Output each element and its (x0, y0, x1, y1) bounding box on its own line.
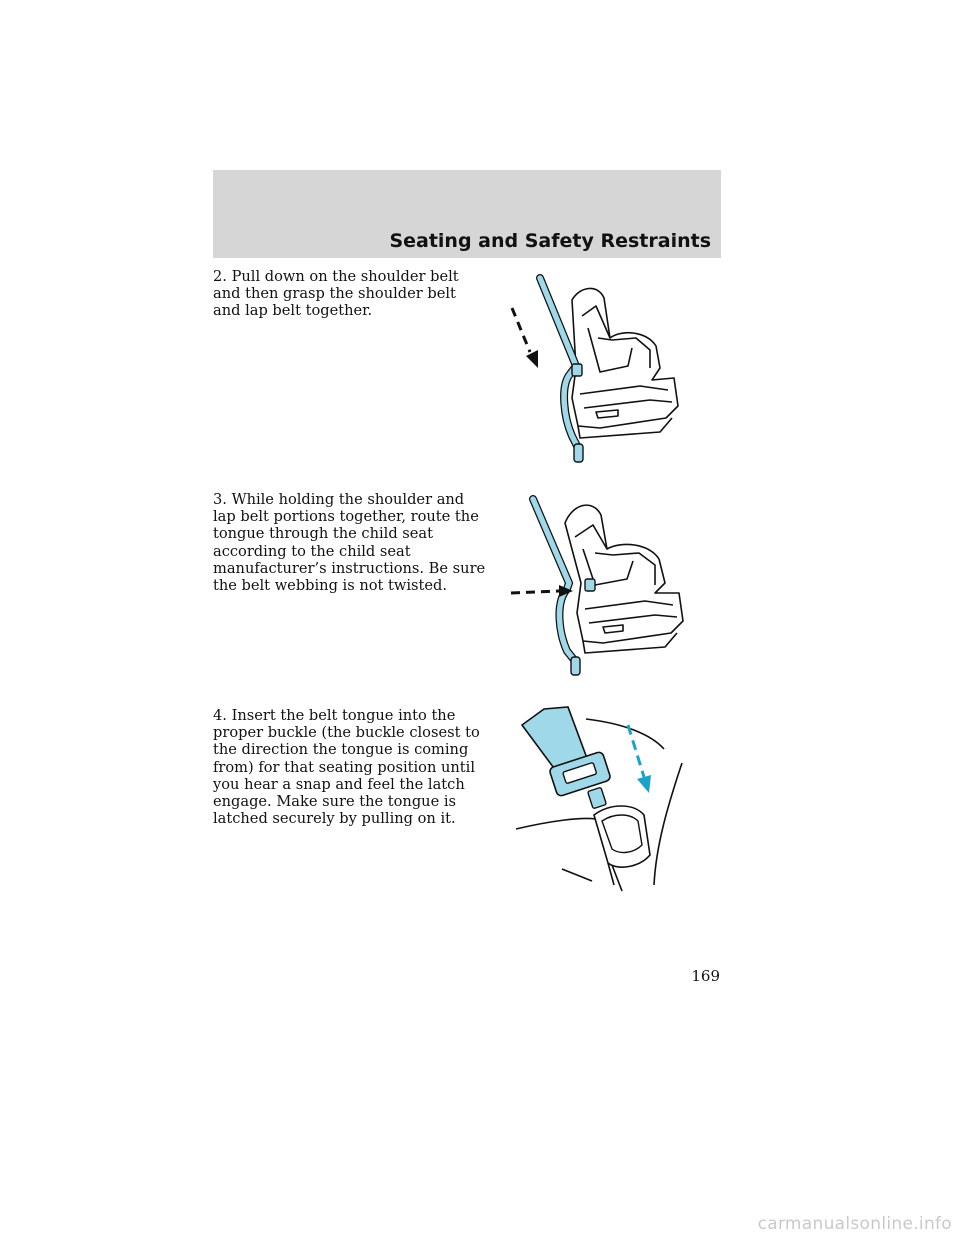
child-seat-pull-belt-illustration (500, 268, 690, 468)
buckle-latch-illustration (510, 695, 690, 895)
page-number: 169 (691, 967, 720, 985)
text-line: engage. Make sure the tongue is (213, 793, 456, 811)
watermark: carmanualsonline.info (757, 1214, 952, 1234)
text-line: and lap belt together. (213, 302, 373, 320)
text-line: according to the child seat (213, 542, 411, 560)
section-title: Seating and Safety Restraints (389, 230, 711, 252)
text-line: 3. While holding the shoulder and (213, 491, 465, 508)
text-line: proper buckle (the buckle closest to (213, 724, 480, 742)
text-line: 2. Pull down on the shoulder belt (213, 268, 459, 285)
insert-down-arrow (628, 725, 651, 793)
text-line: you hear a snap and feel the latch (213, 775, 465, 793)
text-line: the direction the tongue is coming (213, 741, 469, 759)
pull-down-arrow (512, 308, 538, 368)
child-seat-route-belt-illustration (503, 493, 693, 683)
text-line: lap belt portions together, route the (213, 508, 479, 526)
text-line: from) for that seating position until (213, 758, 475, 776)
text-line: and then grasp the shoulder belt (213, 285, 456, 303)
seat-buckle (594, 806, 650, 885)
text-line: 4. Insert the belt tongue into the (213, 707, 456, 724)
text-line: manufacturer’s instructions. Be sure (213, 559, 486, 577)
text-line: the belt webbing is not twisted. (213, 577, 448, 595)
step-3-text (213, 491, 486, 595)
step-2-text (213, 268, 483, 320)
text-line: latched securely by pulling on it. (213, 810, 456, 828)
step-4-text (213, 707, 483, 827)
text-line: tongue through the child seat (213, 525, 433, 543)
section-header-band (213, 170, 721, 258)
